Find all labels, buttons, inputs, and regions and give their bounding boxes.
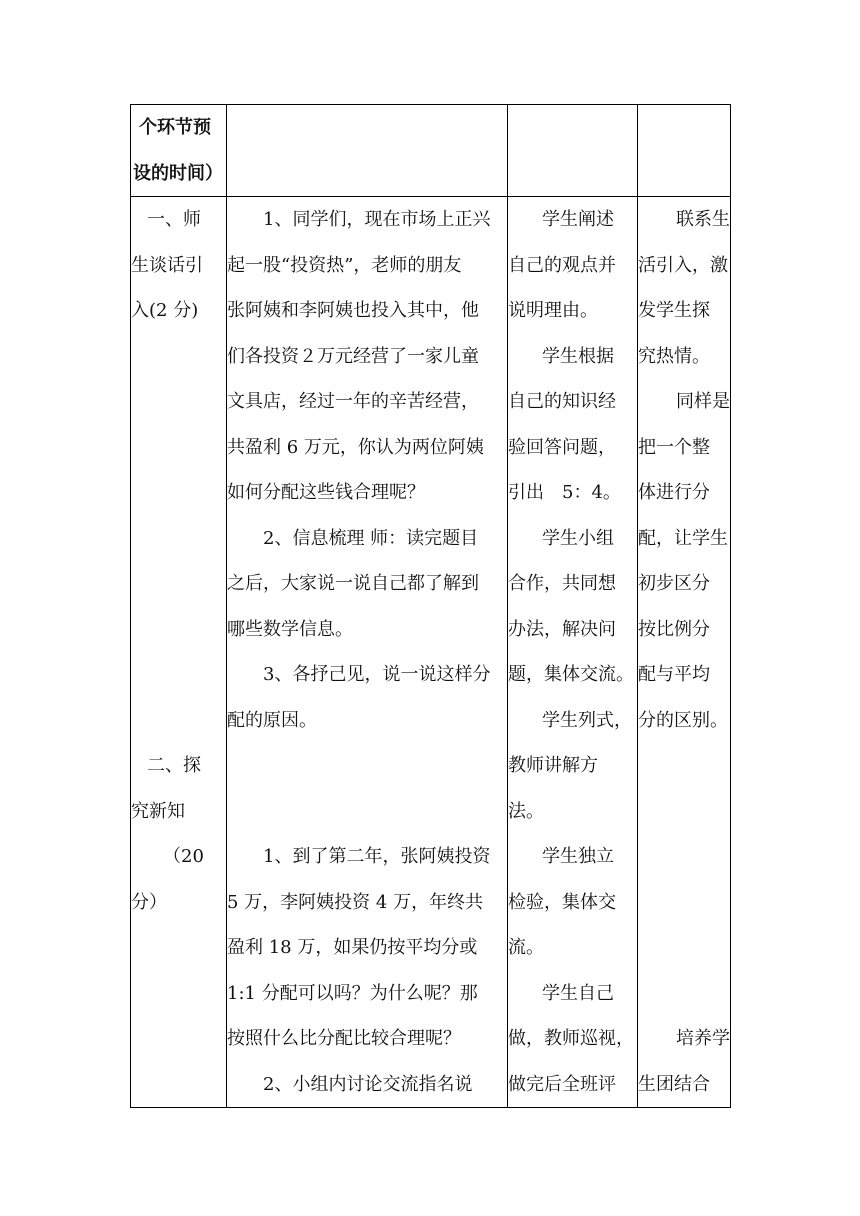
student-line: 验回答问题， [508, 436, 616, 458]
intent-line: 发学生探 [638, 300, 710, 321]
student-line: 流。 [508, 937, 544, 958]
header-line: 设的时间） [133, 162, 223, 184]
stage-line: 究新知 [131, 800, 185, 822]
stage-line: 生谈话引 [131, 254, 203, 276]
intent-line: 体进行分 [638, 482, 710, 503]
student-activity-header-cell [508, 105, 638, 197]
student-line: 教师讲解方 [508, 755, 598, 776]
teacher-line: 2、信息梳理 师：读完题目 [263, 527, 479, 549]
student-line: 办法，解决问 [508, 618, 616, 640]
stage-line: 一、师 [147, 209, 201, 230]
student-line: 做完后全班评 [508, 1073, 616, 1095]
stage-line: 入(2 分) [131, 300, 199, 321]
student-line: 说明理由。 [508, 300, 598, 321]
teacher-line: 如何分配这些钱合理呢？ [227, 482, 425, 503]
teacher-line: 2、小组内讨论交流指名说 [263, 1073, 473, 1095]
teacher-line: 起一股“投资热”，老师的朋友 [227, 254, 462, 276]
intent-line: 按比例分 [638, 618, 710, 640]
stage-cell [131, 197, 227, 1108]
stage-line: 分） [131, 891, 167, 913]
header-line: 个环节预 [139, 117, 211, 138]
intent-line: 活引入，激 [638, 254, 728, 276]
stage-line: （20 [163, 846, 204, 867]
teacher-line: 共盈利 6 万元，你认为两位阿姨 [227, 436, 484, 458]
student-line: 合作，共同想 [508, 573, 616, 594]
design-intent-header-cell [638, 105, 731, 197]
intent-line: 配与平均 [638, 664, 710, 685]
teacher-line: 们各投资２万元经营了一家儿童 [227, 345, 479, 367]
teacher-line: 5 万，李阿姨投资 4 万，年终共 [227, 891, 484, 913]
student-line: 学生独立 [542, 846, 614, 867]
teacher-line: 张阿姨和李阿姨也投入其中，他 [227, 300, 479, 321]
table-row [131, 105, 731, 197]
intent-line: 配，让学生 [638, 527, 728, 549]
intent-line: 分的区别。 [638, 709, 728, 731]
teacher-line: 1、同学们，现在市场上正兴 [263, 209, 491, 230]
student-line: 学生自己 [542, 982, 614, 1004]
design-intent-cell [638, 197, 731, 1108]
teacher-line: 文具店，经过一年的辛苦经营， [227, 391, 479, 412]
student-line: 检验，集体交 [508, 891, 616, 913]
intent-line: 培养学 [676, 1028, 730, 1049]
student-line: 题，集体交流。 [508, 664, 634, 685]
student-line: 自己的观点并 [508, 254, 616, 276]
student-line: 自己的知识经 [508, 391, 616, 412]
intent-line: 联系生 [676, 209, 730, 230]
intent-line: 把一个整 [638, 436, 710, 458]
stage-time-header-cell [131, 105, 227, 197]
student-line: 学生小组 [542, 527, 614, 549]
teacher-line: 3、各抒己见，说一说这样分 [263, 664, 491, 685]
student-line: 法。 [508, 800, 544, 822]
intent-line: 究热情。 [638, 345, 710, 367]
intent-line: 同样是 [676, 391, 730, 412]
teacher-line: 按照什么比分配比较合理呢？ [227, 1028, 461, 1049]
student-line: 做，教师巡视， [508, 1028, 634, 1049]
teacher-line: 1、到了第二年，张阿姨投资 [263, 846, 491, 867]
student-line: 学生根据 [542, 345, 614, 367]
lesson-plan-table [130, 104, 731, 1108]
intent-line: 生团结合 [638, 1073, 710, 1095]
teacher-line: 配的原因。 [227, 709, 317, 731]
teacher-line: 哪些数学信息。 [227, 618, 353, 640]
stage-line: 二、探 [147, 755, 201, 776]
teacher-line: 盈利 18 万，如果仍按平均分或 [227, 937, 478, 958]
student-line: 学生列式， [542, 709, 632, 731]
teacher-activity-cell [227, 197, 508, 1108]
teacher-activity-header-cell [227, 105, 508, 197]
student-line: 引出 5：4。 [508, 482, 621, 503]
student-line: 学生阐述 [542, 209, 614, 230]
intent-line: 初步区分 [638, 573, 710, 594]
table-row [131, 197, 731, 1108]
teacher-line: 之后，大家说一说自己都了解到 [227, 573, 479, 594]
teacher-line: 1:1 分配可以吗？为什么呢？那 [227, 982, 478, 1004]
student-activity-cell [508, 197, 638, 1108]
